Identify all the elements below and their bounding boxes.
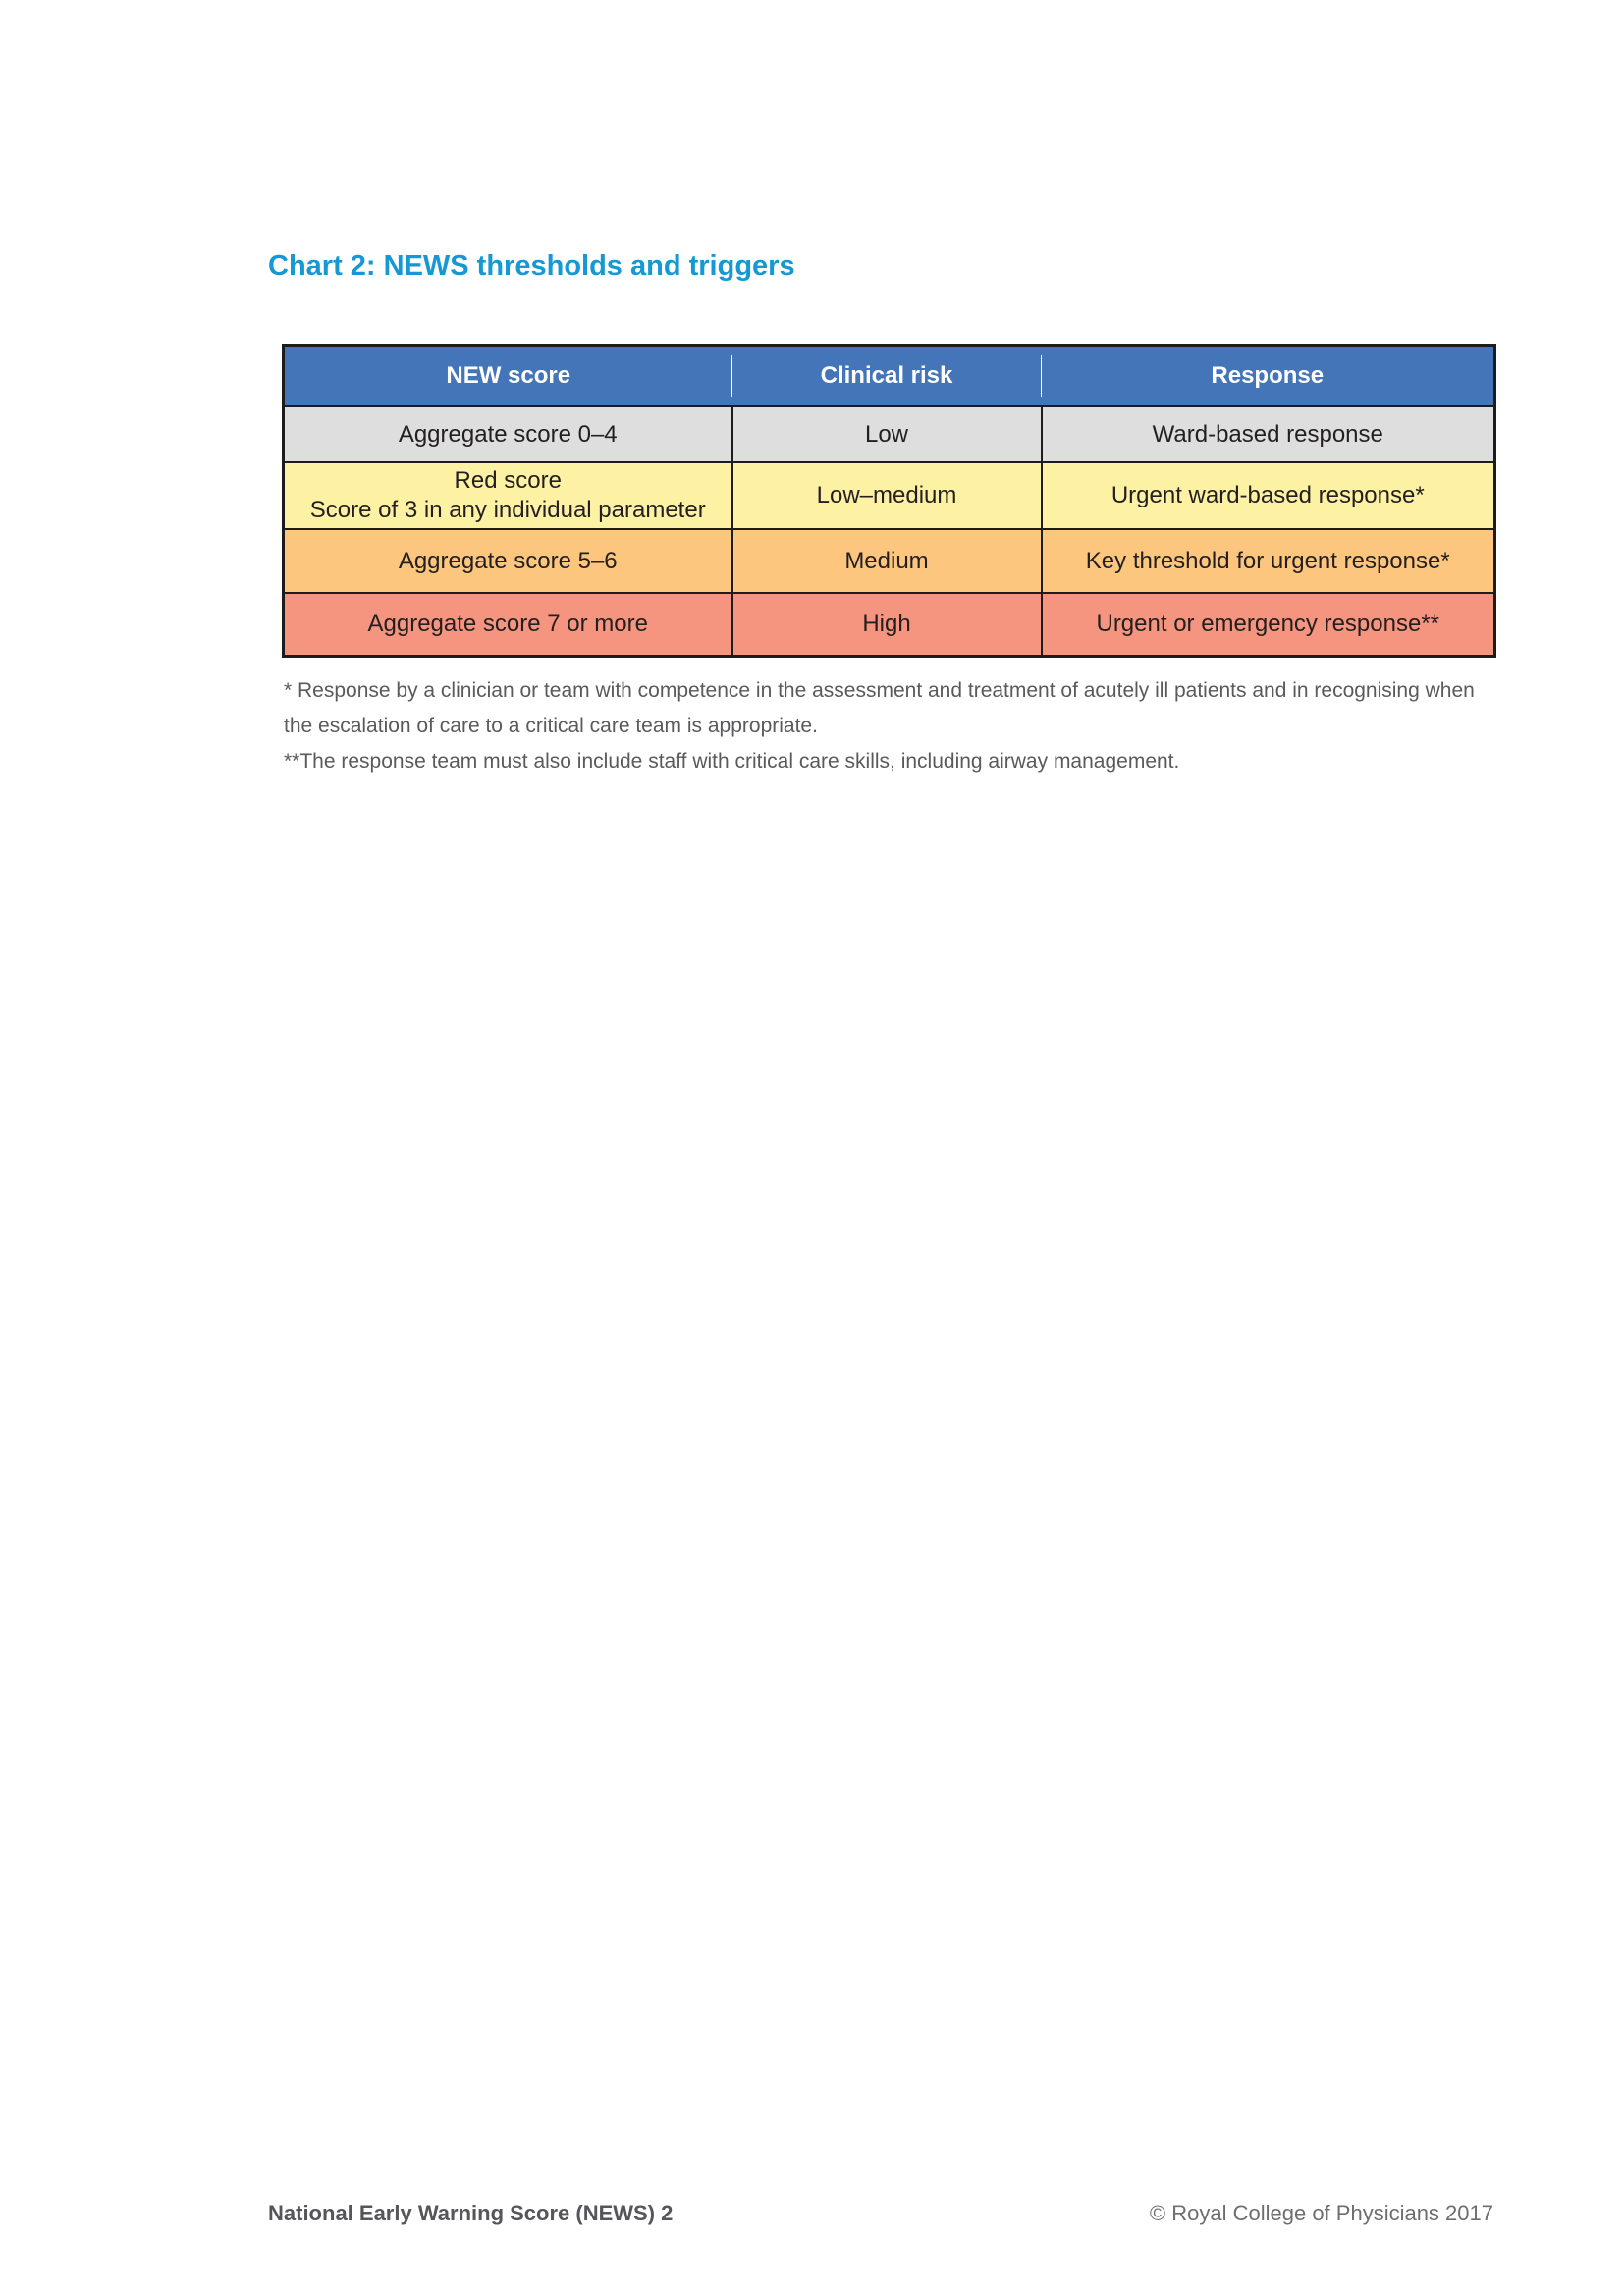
column-header-new-score: NEW score	[284, 346, 732, 407]
cell-score: Aggregate score 0–4	[284, 406, 732, 462]
footnote-double-asterisk: **The response team must also include staff with critical care skills, including airway management.	[284, 750, 1180, 774]
news-thresholds-table	[282, 344, 1496, 658]
cell-score: Aggregate score 5–6	[284, 529, 732, 593]
cell-response: Urgent ward-based response*	[1042, 462, 1495, 529]
cell-risk: Medium	[732, 529, 1042, 593]
cell-response: Ward-based response	[1042, 406, 1495, 462]
cell-score	[284, 462, 732, 529]
cell-response: Key threshold for urgent response*	[1042, 529, 1495, 593]
table-row-high	[284, 593, 1495, 657]
cell-risk: Low	[732, 406, 1042, 462]
table-row-medium	[284, 529, 1495, 593]
footer-document-title: National Early Warning Score (NEWS) 2	[268, 2201, 674, 2225]
cell-risk: High	[732, 593, 1042, 657]
cell-score-line2: Score of 3 in any individual parameter	[309, 497, 706, 523]
footer-copyright: © Royal College of Physicians 2017	[1149, 2201, 1493, 2225]
cell-score: Aggregate score 7 or more	[284, 593, 732, 657]
cell-score-line1: Red score	[454, 467, 562, 494]
page-title: Chart 2: NEWS thresholds and triggers	[268, 250, 795, 282]
column-header-clinical-risk: Clinical risk	[732, 346, 1042, 407]
footnotes	[284, 673, 1507, 779]
footnote-single-asterisk: * Response by a clinician or team with competence in the assessment and treatment of acutely ill patients and in recognising when the escalation of care to a critical care team is appropriate.	[284, 679, 1475, 738]
table-row-low-medium	[284, 462, 1495, 529]
table-row-low	[284, 406, 1495, 462]
table-header-row	[284, 346, 1495, 407]
page-footer	[268, 2201, 1493, 2226]
column-header-response: Response	[1042, 346, 1495, 407]
cell-response: Urgent or emergency response**	[1042, 593, 1495, 657]
cell-risk: Low–medium	[732, 462, 1042, 529]
